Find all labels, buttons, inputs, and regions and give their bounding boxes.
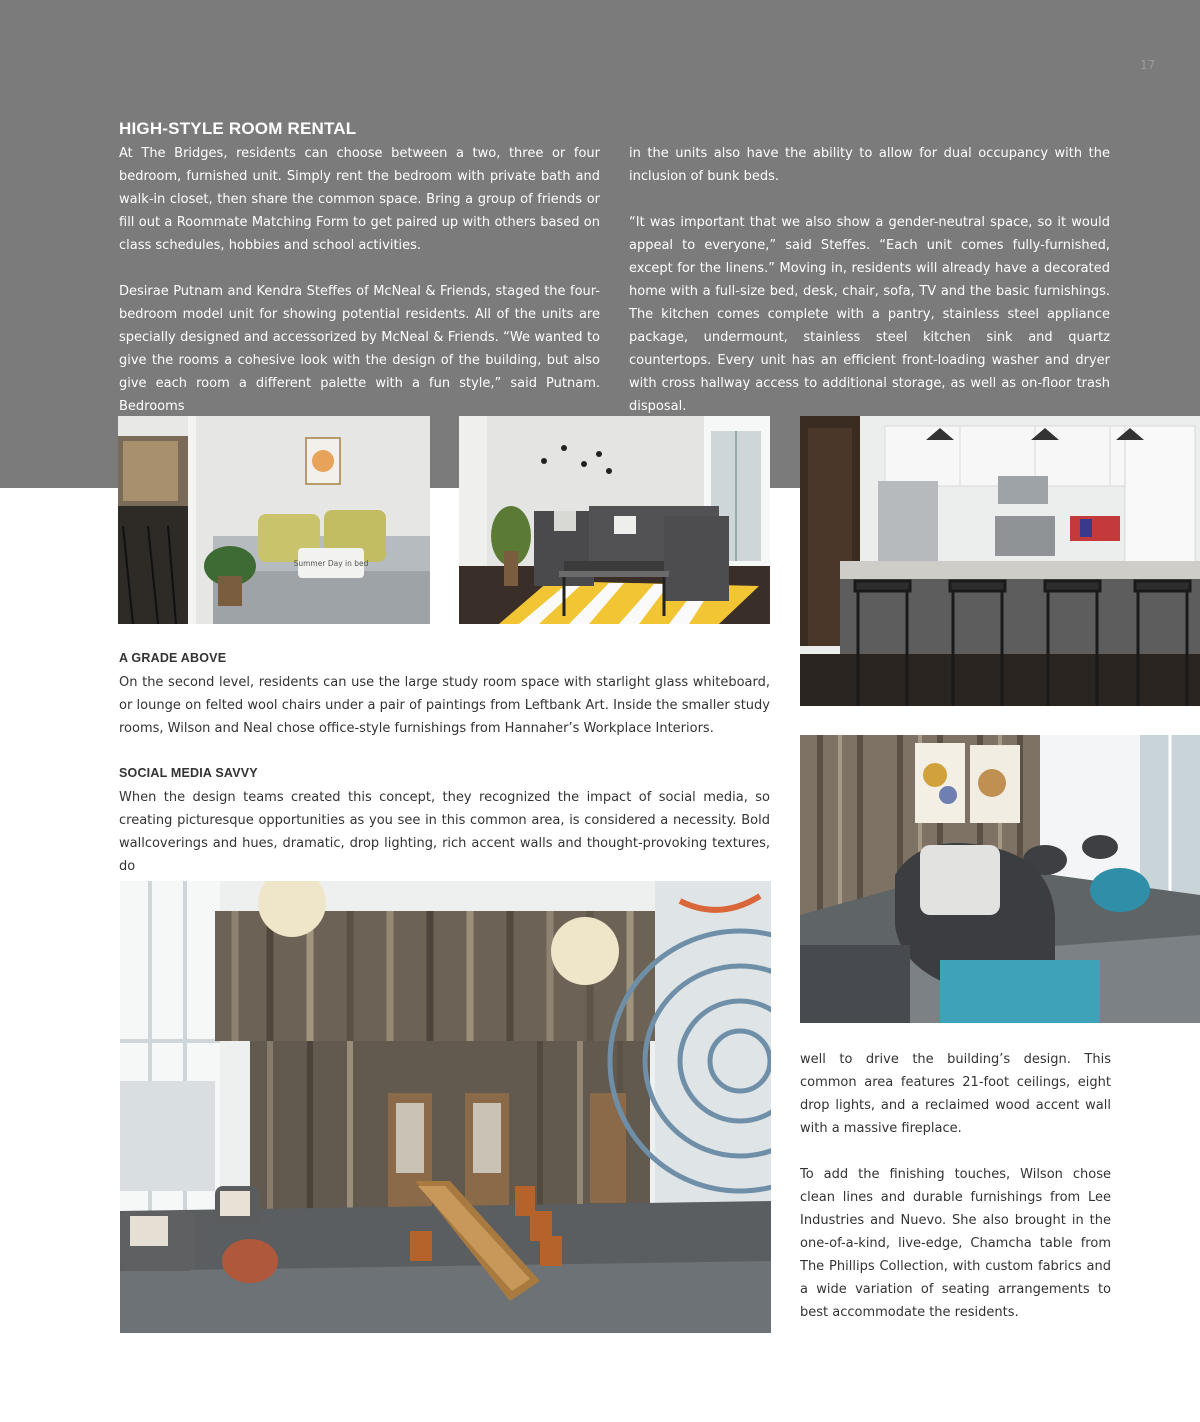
section3-body — [119, 786, 770, 878]
paragraph: On the second level, residents can use the large study room space with starlight glass whiteboard, or lounge on felted wool chairs under a pair of paintings from Leftbank Art. Inside the smaller study rooms, Wilson and Neal chose office-style furnishings from Hannaher’s Workplace Interiors. — [119, 675, 770, 736]
page-number: 17 — [1140, 58, 1156, 72]
paragraph: Desirae Putnam and Kendra Steffes of McNeal & Friends, staged the four-bedroom model unit for showing potential residents. All of the units are specially designed and accessorized by McNeal & Friends. “We wanted to give the rooms a cohesive look with the design of the building, but also give each room a different palette with a fun style,” said Putnam. Bedrooms — [119, 284, 600, 414]
paragraph: When the design teams created this concept, they recognized the impact of social media, so creating picturesque opportunities as you see in this common area, is considered a necessity. Bold wallcoverings and hues, dramatic, drop lighting, rich accent walls and thought-provoking textures, do — [119, 790, 770, 874]
section1-column-1 — [119, 142, 600, 418]
section-heading-grade-above: A GRADE ABOVE — [119, 651, 227, 665]
photo-living-room — [459, 416, 770, 624]
photo-lounge — [800, 735, 1200, 1023]
paragraph: in the units also have the ability to allow for dual occupancy with the inclusion of bunk beds. — [629, 146, 1110, 184]
photo-kitchen — [800, 416, 1200, 706]
section3-continuation — [800, 1048, 1111, 1324]
section-heading-high-style: HIGH-STYLE ROOM RENTAL — [119, 119, 357, 138]
pillow-text: Summer Day in bed — [293, 559, 369, 568]
section-heading-social-media: SOCIAL MEDIA SAVVY — [119, 766, 258, 780]
paragraph: “It was important that we also show a gender-neutral space, so it would appeal to everyone,” said Steffes. “Each unit comes fully-furnished, except for the linens.” Moving in, residents will already have a decorated home with a full-size bed, desk, chair, sofa, TV and the basic furnishings. The kitchen comes complete with a pantry, stainless steel appliance package, undermount, stainless steel kitchen sink and quartz countertops. Every unit has an efficient front-loading washer and dryer with cross hallway access to additional storage, as well as on-floor trash disposal. — [629, 215, 1110, 414]
photo-bedroom — [118, 416, 430, 624]
paragraph: well to drive the building’s design. This common area features 21-foot ceilings, eight drop lights, and a reclaimed wood accent wall with a massive fireplace. — [800, 1052, 1111, 1136]
paragraph: At The Bridges, residents can choose between a two, three or four bedroom, furnished unit. Simply rent the bedroom with private bath and walk-in closet, then share the common space. Bring a group of friends or fill out a Roommate Matching Form to get paired up with others based on class schedules, hobbies and school activities. — [119, 146, 600, 253]
photo-common-area — [120, 881, 771, 1333]
section1-column-2 — [629, 142, 1110, 418]
paragraph: To add the finishing touches, Wilson chose clean lines and durable furnishings from Lee Industries and Nuevo. She also brought in the one-of-a-kind, live-edge, Chamcha table from The Phillips Collection, with custom fabrics and a wide variation of seating arrangements to best accommodate the residents. — [800, 1167, 1111, 1320]
section2-body — [119, 671, 770, 740]
